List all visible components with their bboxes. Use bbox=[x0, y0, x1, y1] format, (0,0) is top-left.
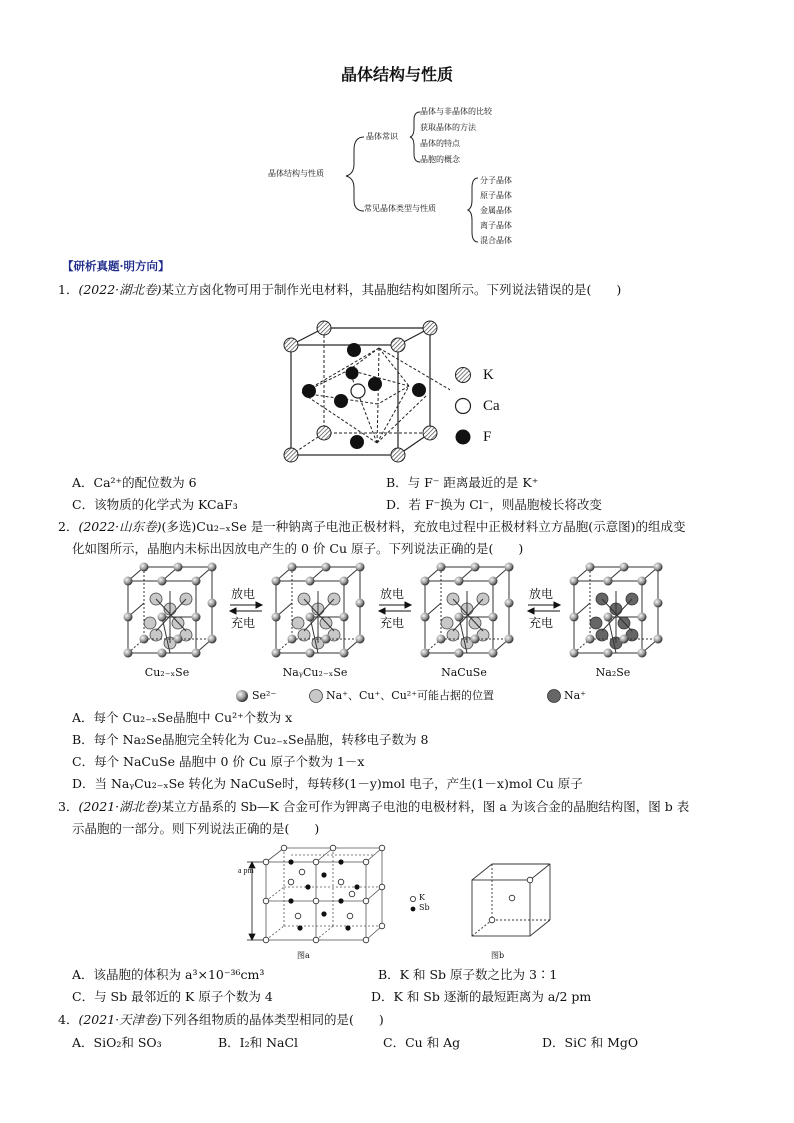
q2-option-a: A．每个 Cu₂₋ₓSe晶胞中 Cu²⁺个数为 x bbox=[72, 710, 293, 725]
question-3-stem-cont: 示晶胞的一部分。则下列说法正确的是( ) bbox=[72, 821, 320, 836]
cell-na2se bbox=[570, 563, 663, 658]
cell-nacuse bbox=[421, 563, 514, 658]
cell-label: NaᵧCu₂₋ₓSe bbox=[282, 666, 348, 679]
map-branch-2: 常见晶体类型与性质 bbox=[364, 204, 436, 213]
question-2-stem bbox=[58, 521, 685, 534]
map-item: 原子晶体 bbox=[480, 191, 512, 200]
question-source: (2021·天津卷) bbox=[78, 1012, 162, 1027]
arrow-label-discharge: 放电 bbox=[231, 587, 256, 601]
arrow-label-charge: 充电 bbox=[380, 616, 405, 630]
q4-option-d: D．SiC 和 MgO bbox=[542, 1035, 639, 1050]
legend-label-sb: Sb bbox=[419, 903, 430, 912]
question-source: (2022·山东卷) bbox=[78, 519, 162, 534]
q1-crystal-cell-diagram bbox=[275, 315, 450, 465]
arrow-label-discharge: 放电 bbox=[380, 587, 405, 601]
page-title: 晶体结构与性质 bbox=[340, 65, 453, 84]
q1-option-a: A．Ca²⁺的配位数为 6 bbox=[72, 475, 197, 490]
cell-label: NaCuSe bbox=[441, 666, 487, 679]
figure-b-caption: 图b bbox=[491, 951, 505, 960]
map-item: 晶胞的概念 bbox=[420, 155, 460, 164]
map-item: 晶体的特点 bbox=[420, 139, 460, 148]
cell-label: Cu₂₋ₓSe bbox=[144, 666, 190, 679]
question-2-stem-cont: 化如图所示，晶胞内未标出因放电产生的 0 价 Cu 原子。下列说法正确的是( ) bbox=[72, 541, 524, 556]
q2-option-d: D．当 NaᵧCu₂₋ₓSe 转化为 NaCuSe时，每转移(1－y)mol 电子，产生(1－x)mol Cu 原子 bbox=[72, 776, 583, 791]
q3-legend-swatches bbox=[408, 894, 418, 916]
map-item: 获取晶体的方法 bbox=[420, 123, 476, 132]
dimension-label: a pm bbox=[238, 866, 254, 875]
section-heading: 【研析真题·明方向】 bbox=[62, 259, 170, 273]
legend-label-k: K bbox=[483, 367, 494, 383]
question-text: 某立方晶系的 Sb—K 合金可作为钾离子电池的电极材料，图 a 为该合金的晶胞结构图，图 b 表 bbox=[161, 799, 690, 814]
question-source: (2021·湖北卷) bbox=[78, 799, 162, 814]
legend-label-ca: Ca bbox=[483, 398, 500, 414]
q1-legend-swatches bbox=[453, 365, 473, 449]
q1-option-b: B．与 F⁻ 距离最近的是 K⁺ bbox=[386, 475, 539, 490]
figure-a-caption: 图a bbox=[297, 951, 310, 960]
map-branch-1: 晶体常识 bbox=[366, 132, 398, 141]
q2-option-b: B．每个 Na₂Se晶胞完全转化为 Cu₂₋ₓSe晶胞，转移电子数为 8 bbox=[72, 732, 429, 747]
map-item: 混合晶体 bbox=[480, 236, 512, 245]
question-text: (多选)Cu₂₋ₓSe 是一种钠离子电池正极材料，充放电过程中正极材料立方晶胞(示意图)的组成变 bbox=[161, 519, 686, 534]
q4-option-a: A．SiO₂和 SO₃ bbox=[72, 1035, 162, 1050]
question-text: 下列各组物质的晶体类型相同的是( ) bbox=[161, 1012, 384, 1027]
cell-nay-cu2-x-se bbox=[272, 563, 365, 658]
map-item: 分子晶体 bbox=[480, 176, 512, 185]
cell-label: Na₂Se bbox=[595, 666, 631, 679]
map-item: 晶体与非晶体的比较 bbox=[420, 107, 492, 116]
question-3-stem bbox=[58, 801, 689, 814]
question-number: 2． bbox=[58, 519, 79, 534]
map-item: 离子晶体 bbox=[480, 221, 512, 230]
cell-cu2-x-se bbox=[124, 563, 217, 658]
arrow-label-discharge: 放电 bbox=[529, 587, 554, 601]
arrow-label-charge: 充电 bbox=[231, 616, 256, 630]
q3-option-a: A．该晶胞的体积为 a³×10⁻³⁶cm³ bbox=[72, 967, 265, 982]
q4-option-b: B．I₂和 NaCl bbox=[218, 1035, 299, 1050]
q1-option-d: D．若 F⁻换为 Cl⁻，则晶胞棱长将改变 bbox=[386, 497, 602, 512]
arrow-label-charge: 充电 bbox=[529, 616, 554, 630]
q3-figure-a bbox=[236, 842, 386, 950]
q4-option-c: C．Cu 和 Ag bbox=[383, 1035, 461, 1050]
legend-label-k: K bbox=[419, 893, 425, 902]
legend-label-f: F bbox=[483, 429, 492, 445]
map-item: 金属晶体 bbox=[480, 206, 512, 215]
question-text: 某立方卤化物可用于制作光电材料，其晶胞结构如图所示。下列说法错误的是( ) bbox=[161, 282, 622, 297]
legend-label-positions: Na⁺、Cu⁺、Cu²⁺可能占据的位置 bbox=[326, 689, 495, 702]
q3-option-c: C．与 Sb 最邻近的 K 原子个数为 4 bbox=[72, 989, 273, 1004]
question-number: 3． bbox=[58, 799, 79, 814]
q3-option-b: B．K 和 Sb 原子数之比为 3∶1 bbox=[378, 967, 558, 982]
question-4-stem bbox=[58, 1014, 384, 1027]
question-number: 1． bbox=[58, 282, 79, 297]
question-1-stem bbox=[58, 284, 621, 297]
legend-label-se: Se²⁻ bbox=[252, 689, 277, 702]
legend-label-na: Na⁺ bbox=[564, 689, 586, 702]
q3-option-d: D．K 和 Sb 逐渐的最短距离为 a/2 pm bbox=[371, 989, 592, 1004]
q2-cells-row bbox=[120, 561, 680, 661]
q2-option-c: C．每个 NaCuSe 晶胞中 0 价 Cu 原子个数为 1－x bbox=[72, 754, 365, 769]
map-root: 晶体结构与性质 bbox=[268, 169, 324, 178]
question-source: (2022·湖北卷) bbox=[78, 282, 162, 297]
q3-figure-b bbox=[468, 860, 558, 940]
q1-option-c: C．该物质的化学式为 KCaF₃ bbox=[72, 497, 238, 512]
question-number: 4． bbox=[58, 1012, 79, 1027]
